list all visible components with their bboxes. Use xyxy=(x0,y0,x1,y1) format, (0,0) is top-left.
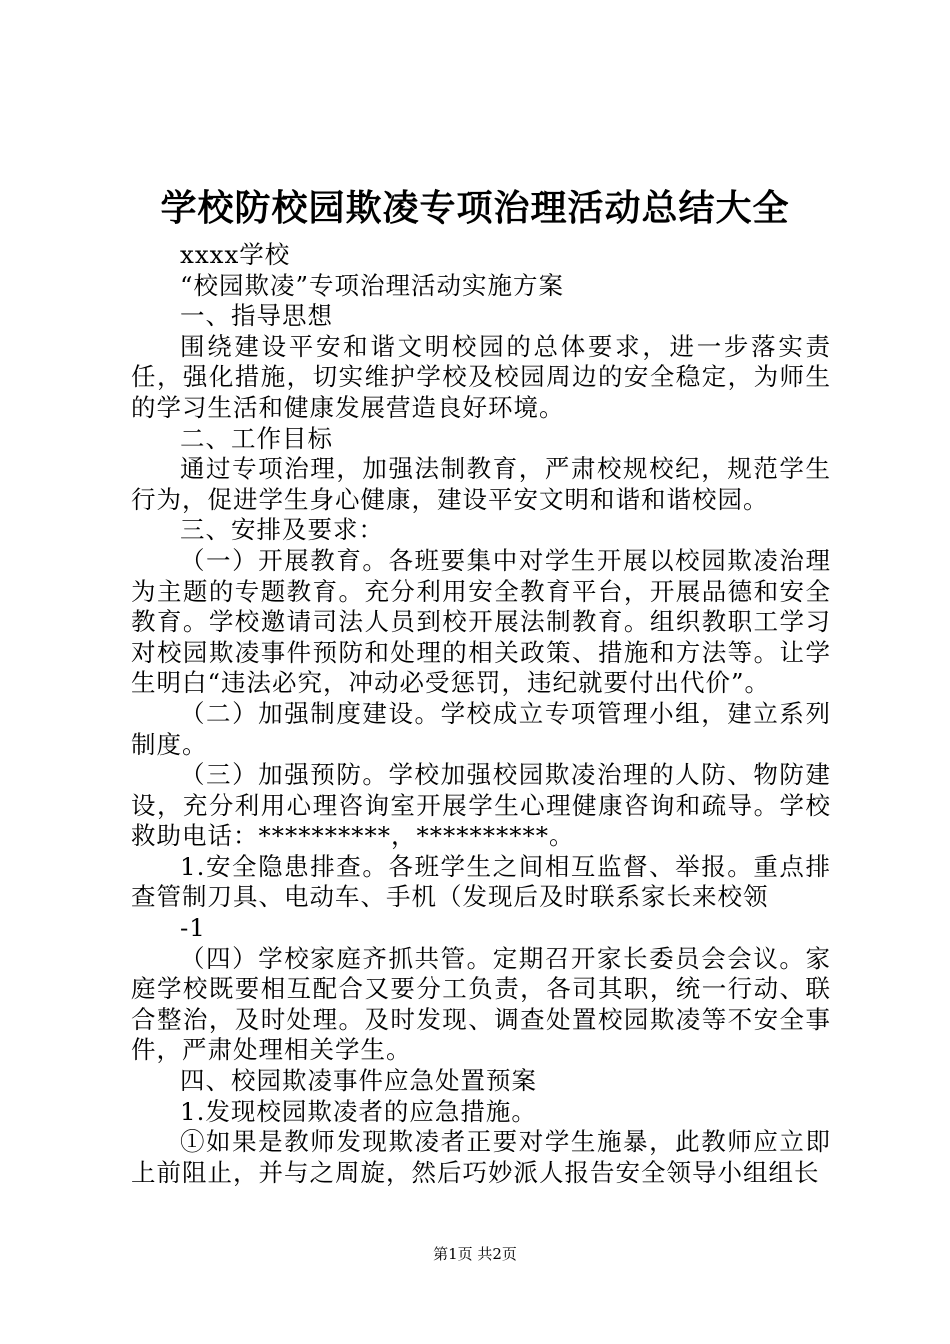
page-marker: -1 xyxy=(180,913,206,943)
paragraph-education: （一）开展教育。各班要集中对学生开展以校园欺凌治理为主题的专题教育。充分利用安全教育平台，开展品德和安全教育。学校邀请司法人员到校开展法制教育。组织教职工学习对校园欺凌事件预防和处理的相关政策、措施和方法等。让学生明白“违法必究，冲动必受惩罚，违纪就要付出代价”。 xyxy=(131,545,831,698)
section-heading-arrangements: 三、安排及要求： xyxy=(180,515,384,545)
paragraph-teacher-response: ①如果是教师发现欺凌者正要对学生施暴，此教师应立即上前阻止，并与之周旋，然后巧妙派人报告安全领导小组组长 xyxy=(131,1127,831,1187)
section-heading-guiding-idea: 一、指导思想 xyxy=(180,301,333,331)
paragraph-system-building: （二）加强制度建设。学校成立专项管理小组，建立系列制度。 xyxy=(131,698,831,759)
paragraph-hazard-check: 1.安全隐患排查。各班学生之间相互监督、举报。重点排查管制刀具、电动车、手机（发现后及时联系家长来校领 xyxy=(131,851,831,912)
section-heading-emergency-plan: 四、校园欺凌事件应急处置预案 xyxy=(180,1066,537,1096)
paragraph-work-goals: 通过专项治理，加强法制教育，严肃校规校纪，规范学生行为，促进学生身心健康，建设平安文明和谐和谐校园。 xyxy=(131,454,831,514)
section-heading-work-goals: 二、工作目标 xyxy=(180,423,333,453)
school-name-line: xxxx学校 xyxy=(180,240,291,269)
paragraph-guiding-idea: 围绕建设平安和谐文明校园的总体要求，进一步落实责任，强化措施，切实维护学校及校园周边的安全稳定，为师生的学习生活和健康发展营造良好环境。 xyxy=(131,331,831,422)
page-footer: 第1页 共2页 xyxy=(433,1245,517,1263)
plan-title-line: “校园欺凌”专项治理活动实施方案 xyxy=(180,270,565,300)
paragraph-home-school: （四）学校家庭齐抓共管。定期召开家长委员会会议。家庭学校既要相互配合又要分工负责，各司其职，统一行动、联合整治，及时处理。及时发现、调查处置校园欺凌等不安全事件，严肃处理相关学生。 xyxy=(131,943,831,1065)
document-body xyxy=(131,240,831,1188)
paragraph-prevention: （三）加强预防。学校加强校园欺凌治理的人防、物防建设，充分利用心理咨询室开展学生心理健康咨询和疏导。学校救助电话：**********，**********。 xyxy=(131,760,831,851)
paragraph-emergency-measures: 1.发现校园欺凌者的应急措施。 xyxy=(180,1096,537,1126)
document-title: 学校防校园欺凌专项治理活动总结大全 xyxy=(160,187,790,229)
